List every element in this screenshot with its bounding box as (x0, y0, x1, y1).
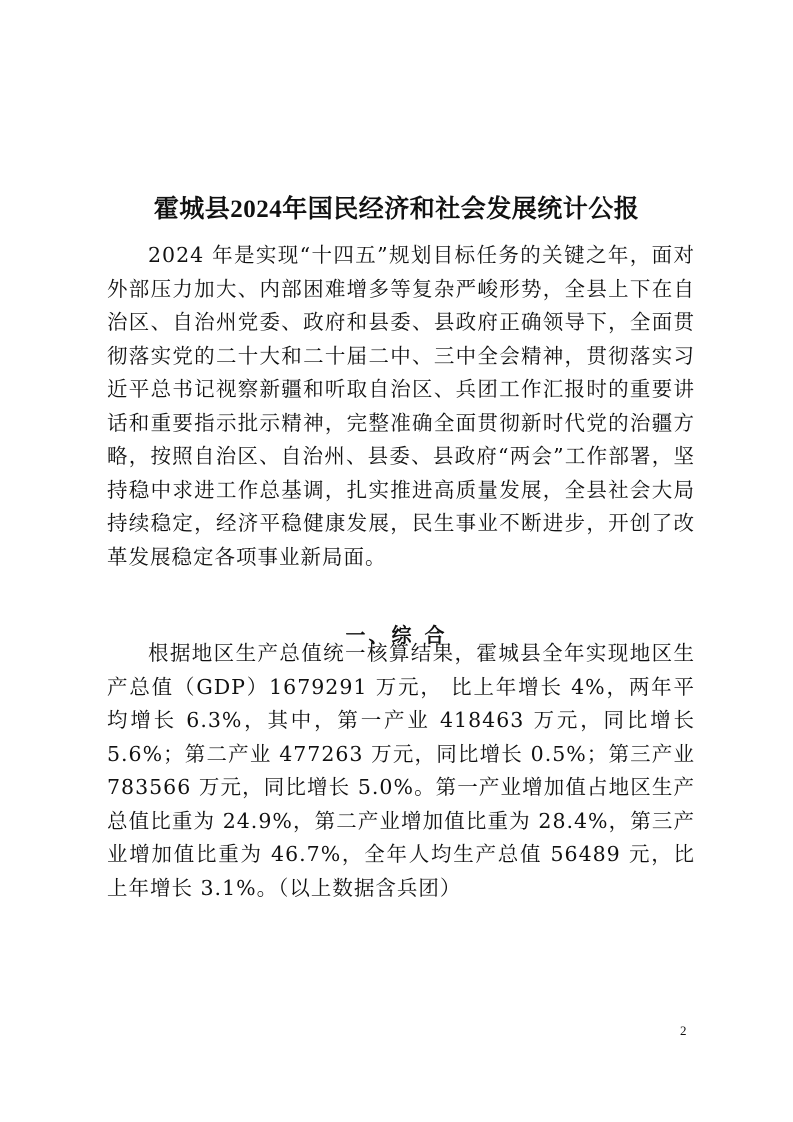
section-heading-overview: 一、综 合 (345, 622, 448, 647)
page-number: 2 (680, 1023, 687, 1038)
section-paragraph-overview: 根据地区生产总值统一核算结果，霍城县全年实现地区生产总值（GDP）1679291 万元， 比上年增长 4%，两年平均增长 6.3%，其中，第一产业 418463 万元，同比增长 5.6%；第二产业 477263 万元，同比增长 0.5%；第三产业 783566 万元，同比增长 5.0%。第一产业增加值占地区生产总值比重为 24.9%，第二产业增加值比重为 28.4%，第三产业增加值比重为 46.7%，全年人均生产总值 56489 元，比上年增长 3.1%。（以上数据含兵团） (107, 641, 695, 900)
intro-paragraph: 2024 年是实现“十四五”规划目标任务的关键之年，面对外部压力加大、内部困难增多等复杂严峻形势，全县上下在自治区、自治州党委、政府和县委、县政府正确领导下，全面贯彻落实党的二十大和二十届二中、三中全会精神，贯彻落实习近平总书记视察新疆和听取自治区、兵团工作汇报时的重要讲话和重要指示批示精神，完整准确全面贯彻新时代党的治疆方略，按照自治区、自治州、县委、县政府“两会”工作部署，坚持稳中求进工作总基调，扎实推进高质量发展，全县社会大局持续稳定，经济平稳健康发展，民生事业不断进步，开创了改革发展稳定各项事业新局面。 (107, 243, 695, 569)
document-title: 霍城县2024年国民经济和社会发展统计公报 (153, 195, 640, 223)
